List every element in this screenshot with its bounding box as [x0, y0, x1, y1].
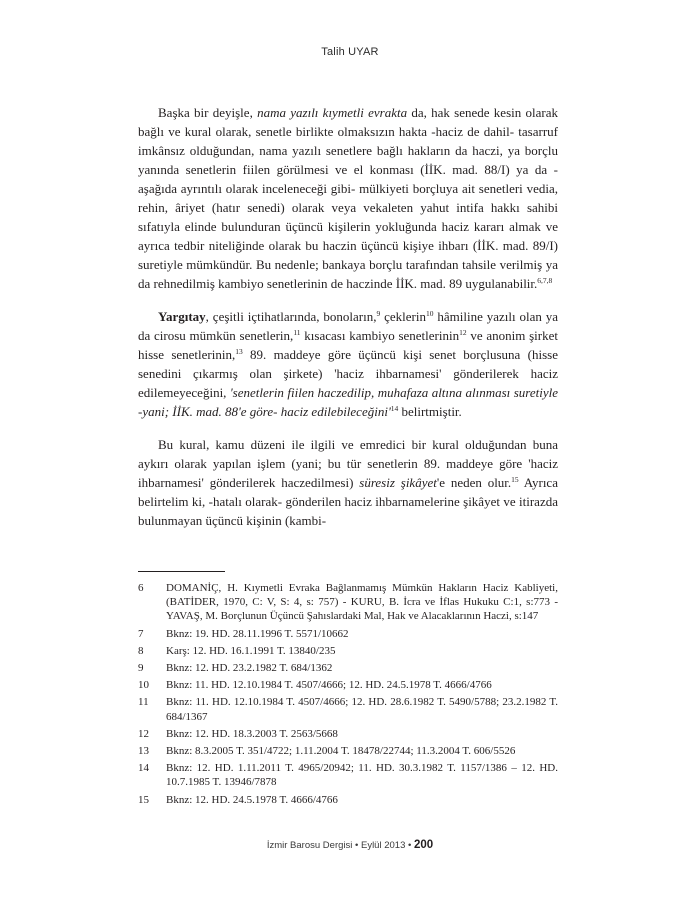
- footnote-text: Karş: 12. HD. 16.1.1991 T. 13840/235: [166, 644, 336, 657]
- paragraph: [138, 435, 558, 530]
- journal-name: İzmir Barosu Dergisi: [266, 840, 353, 851]
- footnote-ref: 10: [426, 309, 434, 318]
- footnote-ref: 11: [293, 328, 301, 337]
- text-run: çeklerin: [380, 309, 426, 324]
- text-run: hâmiline yazılı olan ya da cirosu mümkün senetlerin,: [138, 309, 559, 343]
- text-run: ve anonim şirket hisse senetlerinin,: [138, 328, 558, 362]
- paragraph: [138, 307, 558, 421]
- footnote-ref: 12: [459, 328, 467, 337]
- footnote: [138, 793, 558, 807]
- text-run: belirtmiştir.: [398, 404, 462, 419]
- text-run: Ayrıca belirtelim ki, -hatalı olarak- gönderilen haciz ihbarnamelerine şikâyet ve itirazda bulunmayan üçüncü kişinin (kambi-: [138, 475, 558, 528]
- footnote-number: 7: [138, 627, 144, 640]
- text-run: 89. maddeye göre üçüncü kişi senet borçlusuna (hisse senedini çıkarmış olan şirkete) 'haciz ihbarnamesi' gönderilerek haciz edilemeyeceğini,: [138, 347, 558, 400]
- footnote-text: Bknz: 11. HD. 12.10.1984 T. 4507/4666; 12. HD. 24.5.1978 T. 4666/4766: [166, 679, 492, 692]
- footnote-separator: [138, 571, 225, 572]
- footnote: [138, 627, 558, 641]
- footnote-number: 11: [138, 696, 149, 709]
- footnote-number: 15: [138, 793, 149, 806]
- footnote: [138, 678, 558, 692]
- running-header: [0, 46, 700, 58]
- footnote-number: 8: [138, 644, 144, 657]
- footnote: [138, 744, 558, 758]
- text-run: süresiz şikâyet: [359, 475, 437, 490]
- footnote-number: 12: [138, 727, 149, 740]
- page-number: 200: [413, 839, 434, 851]
- footer-separator: •: [408, 840, 412, 851]
- footnote: [138, 644, 558, 658]
- footnote-number: 9: [138, 662, 144, 675]
- paragraph: [138, 103, 558, 293]
- footer-separator: •: [355, 840, 359, 851]
- text-run: kısacası kambiyo senetlerinin: [300, 328, 460, 343]
- footnote: [138, 727, 558, 741]
- footnote-text: Bknz: 12. HD. 24.5.1978 T. 4666/4766: [166, 793, 338, 806]
- text-run: Başka bir deyişle,: [158, 105, 258, 120]
- footnote: [138, 761, 558, 789]
- author-name: Talih UYAR: [321, 46, 379, 58]
- footnote-ref: 6,7,8: [537, 276, 553, 285]
- footnote-ref: 13: [235, 347, 243, 356]
- footnote-number: 13: [138, 745, 149, 758]
- footnote-text: Bknz: 8.3.2005 T. 351/4722; 1.11.2004 T. 18478/22744; 11.3.2004 T. 606/5526: [166, 745, 516, 758]
- footnote-text: Bknz: 12. HD. 23.2.1982 T. 684/1362: [166, 662, 333, 675]
- footnote-number: 6: [138, 582, 144, 594]
- footnote-text: Bknz: 12. HD. 18.3.2003 T. 2563/5668: [166, 727, 338, 740]
- footnote-ref: 15: [511, 475, 519, 484]
- footnote-text: Bknz: 12. HD. 1.11.2011 T. 4965/20942; 11. HD. 30.3.1982 T. 1157/1386 – 12. HD. 10.7.1985 T. 13946/7878: [166, 762, 558, 789]
- issue-date: Eylül 2013: [360, 840, 406, 851]
- footnote-number: 10: [138, 679, 149, 692]
- footnote-text: Bknz: 19. HD. 28.11.1996 T. 5571/10662: [166, 627, 349, 640]
- text-run: , çeşitli içtihatlarında, bonoların,: [205, 309, 377, 324]
- text-run: nama yazılı kıymetli evrakta: [257, 105, 408, 120]
- text-run: da, hak senede kesin olarak bağlı ve kural olarak, senetle birlikte olmaksızın hakta -haciz de dahil- tasarruf imkânsız olduğundan, nama yazılı senetlere bağlı hakların da haczi, ya borçlu yanında senetlerin fiilen görülmesi ve el konması (İİK. mad. 88/I) ya da -aşağıda ayrıntılı olarak inceleneceği gibi- mülkiyeti borçluya ait senetleri vedia, rehin, âriyet (hatır senedi) olarak veya vekaleten yahut intifa hakkı sahibi sıfatıyla elinde bulunduran üçüncü kişilerin yokluğunda haciz kararı almak ve ayrıca tedbir niteliğinde olarak bu haczin üçüncü kişiye ihbarı (İİK. mad. 89/I) suretiyle mümkündür. Bu nedenle; bankaya borçlu tarafından tahsile verilmiş ya da rehnedilmiş kambiyo senetlerinin de haczinde İİK. mad. 89 uygulanabilir.: [138, 105, 558, 291]
- footnote-number: 14: [138, 762, 149, 775]
- footnote-ref: 9: [376, 309, 381, 318]
- text-run: 'senetlerin fiilen haczedilip, muhafaza altına alınması suretiyle -yani; İİK. mad. 88'e göre- haciz edilebileceğini': [138, 385, 559, 419]
- body-text: [138, 103, 558, 530]
- text-run: Bu kural, kamu düzeni ile ilgili ve emredici bir kural olduğundan buna aykırı olarak yapılan işlem (yani; bu tür senetlerin 89. maddeye göre 'haciz ihbarnamesi' gönderilerek haczedilmesi): [138, 437, 558, 490]
- footnote: [138, 695, 558, 723]
- footnote-ref: 14: [390, 404, 399, 413]
- footnotes: [138, 581, 558, 810]
- footnote: [138, 661, 558, 675]
- footnote-text: Bknz: 11. HD. 12.10.1984 T. 4507/4666; 12. HD. 28.6.1982 T. 5490/5788; 23.2.1982 T. 684/1367: [166, 696, 558, 723]
- footnote-text: DOMANİÇ, H. Kıymetli Evraka Bağlanmamış Mümkün Hakların Haciz Kabliyeti, (BATİDER, 1970, C: V, S: 4, s: 757) - KURU, B. İcra ve İflas Hukuku C:1, s:773 - YAVAŞ, M. Borçlunun Üçüncü Şahıslardaki Mal, Hak ve Alacaklarının Haczi, s:147: [166, 582, 558, 623]
- text-run: Yargıtay: [158, 309, 206, 324]
- text-run: 'e neden olur.: [436, 475, 512, 490]
- page-footer: [0, 839, 700, 851]
- footnote: [138, 581, 558, 624]
